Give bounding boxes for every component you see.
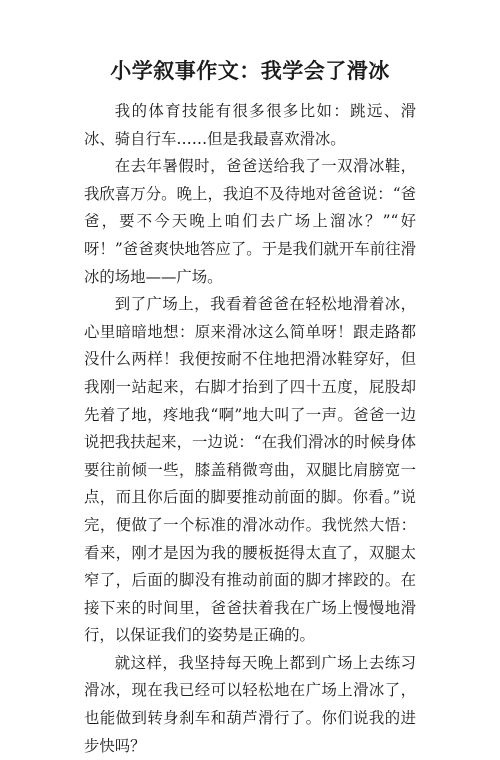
paragraph-1: 我的体育技能有很多很多比如：跳远、滑冰、骑自行车……但是我最喜欢滑冰。: [84, 102, 416, 148]
paragraph-3: 到了广场上，我看着爸爸在轻松地滑着冰，心里暗暗地想：原来滑冰这么简单呀！跟走路都没什么两样！我便按耐不住地把滑冰鞋穿好，但我刚一站起来，右脚才抬到了四十五度，屁股却先着了地，疼地我“啊”地大叫了一声。爸爸一边说把我扶起来，一边说：“在我们滑冰的时候身体要往前倾一些，膝盖稍微弯曲，双腿比肩膀宽一点，而且你后面的脚要推动前面的脚。你看。”说完，便做了一个标准的滑冰动作。我恍然大悟：看来，刚才是因为我的腰板挺得太直了，双腿太窄了，后面的脚没有推动前面的脚才摔跤的。在接下来的时间里，爸爸扶着我在广场上慢慢地滑行，以保证我们的姿势是正确的。: [84, 295, 416, 645]
paragraph-4: 就这样，我坚持每天晚上都到广场上去练习滑冰，现在我已经可以轻松地在广场上滑冰了，也能做到转身刹车和葫芦滑行了。你们说我的进步快吗？: [84, 653, 416, 755]
paragraph-2: 在去年暑假时，爸爸送给我了一双滑冰鞋，我欣喜万分。晚上，我迫不及待地对爸爸说：“爸爸，要不今天晚上咱们去广场上溜冰？”“好呀！”爸爸爽快地答应了。于是我们就开车前往滑冰的场地——广场。: [84, 157, 416, 286]
document-title: 小学叙事作文：我学会了滑冰: [110, 58, 390, 83]
